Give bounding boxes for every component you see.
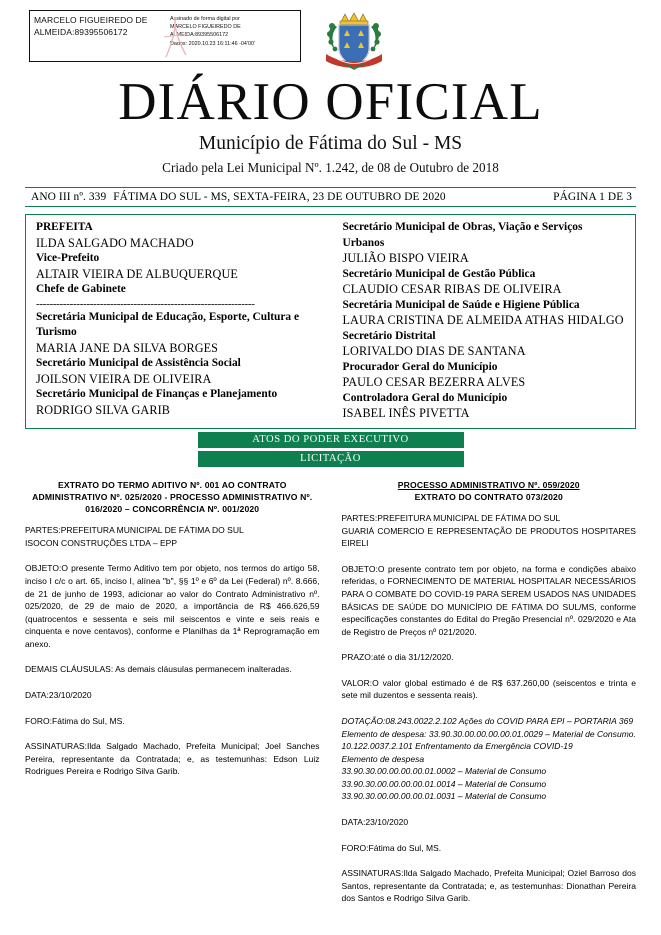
issue-info-bar (25, 187, 636, 207)
left-article-assinaturas: ASSINATURAS:Ilda Salgado Machado, Prefeita Municipal; Joel Sanches Pereira, representante da Contratada; e, as testemunhas: Edson Luiz Rodrigues Pereira e Rodrigo Silva Garib. (25, 741, 320, 777)
issue-number: ANO III nº. 339 (31, 191, 107, 204)
digital-signature-box (29, 10, 301, 62)
masthead-law-reference: Criado pela Lei Municipal Nº. 1.242, de 08 de Outubro de 2018 (162, 160, 499, 176)
right-article-dotacao-6: 33.90.30.00.00.00.00.01.0014 – Material de Consumo (341, 778, 547, 789)
issue-info-left (31, 191, 450, 203)
official-name: LORIVALDO DIAS DE SANTANA (342, 343, 526, 358)
official-name: CLAUDIO CESAR RIBAS DE OLIVEIRA (342, 281, 562, 296)
official-name: ALTAIR VIEIRA DE ALBUQUERQUE (36, 266, 238, 281)
signature-detail-line-2: MARCELO FIGUEIREDO DE (170, 24, 241, 31)
right-article-prazo: PRAZO:até o dia 31/12/2020. (341, 652, 454, 663)
right-article-dotacao-2: Elemento de despesa: 33.90.30.00.00.00.00.01.0029 – Material de Consumo. (341, 728, 636, 739)
right-article-objeto: OBJETO:O presente contrato tem por objeto, na forma e condições abaixo referidas, o FORNECIMENTO DE MATERIAL HOSPITALAR NECESSÁRIOS PARA O COMBATE DO COVID-19 PARA SEREM USADOS NAS UNIDADES BÁSICAS DE SAÚDE DO MUNICÍPIO DE FÁTIMA DO SUL/MS, conforme especificações constantes do Edital do Pregão Presencial nº. 029/2020 e Ata de Registro de Preços nº 021/2020. (341, 563, 636, 637)
left-article-partes-2: ISOCON CONSTRUÇÕES LTDA – EPP (25, 537, 178, 548)
left-article-demais-clausulas: DEMAIS CLÁUSULAS: As demais cláusulas permanecem inalteradas. (25, 664, 292, 675)
right-article-dotacao-1: DOTAÇÃO:08.243.0022.2.102 Ações do COVID PARA EPI – PORTARIA 369 (341, 715, 634, 726)
issue-place-date: FÁTIMA DO SUL - MS, SEXTA-FEIRA, 23 DE OUTUBRO DE 2020 (113, 191, 446, 204)
official-role: Secretário Municipal de Gestão Pública (342, 267, 536, 280)
right-article-assinaturas: ASSINATURAS:Ilda Salgado Machado, Prefeita Municipal; Oziel Barroso dos Santos, representante da Contratada; e, as testemunhas: Dionathan Pereira dos Santos e Rodrigo Silva Garib. (341, 868, 636, 904)
header-top-row (25, 0, 636, 78)
municipal-coat-of-arms-icon (323, 6, 385, 74)
signature-detail-line-4: Dados: 2020.10.23 16:11:46 -04'00' (170, 40, 255, 47)
masthead-subtitle: Município de Fátima do Sul - MS (198, 133, 463, 154)
official-role: Secretário Municipal de Obras, Viação e Serviços Urbanos (342, 221, 583, 249)
article-column-left (25, 479, 320, 905)
left-article-foro: FORO:Fátima do Sul, MS. (25, 715, 125, 726)
official-name: ILDA SALGADO MACHADO (36, 235, 194, 250)
right-article-heading (342, 479, 637, 503)
left-article-heading: EXTRATO DO TERMO ADITIVO Nº. 001 AO CONTRATO ADMINISTRATIVO Nº. 025/2020 - PROCESSO ADMINISTRATIVO Nº. 016/2020 – CONCORRÊNCIA Nº. 001/2020 (32, 479, 313, 515)
right-article-partes-2: GUARIÁ COMERCIO E REPRESENTAÇÃO DE PRODUTOS HOSPITARES EIRELI (341, 525, 636, 549)
official-name: PAULO CESAR BEZERRA ALVES (342, 374, 526, 389)
official-role: Secretário Municipal de Finanças e Planejamento (36, 388, 278, 401)
section-banner-executive-acts: ATOS DO PODER EXECUTIVO (198, 432, 464, 448)
officials-separator: ----------------------------------------------------------------- (36, 297, 255, 310)
signature-name: MARCELO FIGUEIREDO DE ALMEIDA:89395506172 (34, 15, 148, 38)
right-article-valor: VALOR:O valor global estimado é de R$ 637.260,00 (seiscentos e trinta e sete mil duzentos e sessenta reais). (341, 677, 636, 701)
left-article-objeto: OBJETO:O presente Termo Aditivo tem por objeto, nos termos do artigo 58, inciso I c/c o art. 65, inciso I, alínea "b", §§ 1º e 6º da Lei (Federal) nº. 8.666, de 21 de junho de 1993, adicionar ao valor do Contrato Administrativo nº. 025/2020, de 29 de maio de 2020, a importância de R$ 466.626,59 (quatrocentos e sessenta e seis mil seiscentos e vinte e seis reais e cinquenta e nove centavos), conforme e Planilhas da 1ª Reprogramação em anexo. (25, 563, 320, 649)
official-name: JULIÃO BISPO VIEIRA (342, 250, 469, 265)
official-role: Secretário Municipal de Assistência Social (36, 357, 241, 370)
right-article-dotacao-5: 33.90.30.00.00.00.00.01.0002 – Material de Consumo (341, 766, 547, 777)
official-role: Controladora Geral do Município (342, 391, 508, 404)
official-name: MARIA JANE DA SILVA BORGES (36, 340, 219, 355)
page-indicator: PÁGINA 1 DE 3 (553, 191, 632, 204)
official-role: Chefe de Gabinete (36, 283, 126, 296)
official-role: PREFEITA (36, 221, 93, 234)
official-name: JOILSON VIEIRA DE OLIVEIRA (36, 371, 212, 386)
signature-details (164, 11, 300, 61)
officials-column-right (331, 220, 632, 421)
right-article-dotacao-7: 33.90.30.00.00.00.00.01.0031 – Material de Consumo (341, 791, 547, 802)
official-role: Secretária Municipal de Educação, Esporte, Cultura e Turismo (36, 311, 300, 339)
right-article-process-number: PROCESSO ADMINISTRATIVO Nº. 059/2020 (397, 479, 580, 490)
signature-detail-line-1: Assinado de forma digital por (170, 16, 240, 22)
official-role: Secretária Municipal de Saúde e Higiene Pública (342, 298, 580, 311)
right-article-partes-1: PARTES:PREFEITURA MUNICIPAL DE FÁTIMA DO SUL (341, 513, 561, 524)
right-article-dotacao-4: Elemento de despesa (341, 753, 425, 764)
right-article-data: DATA:23/10/2020 (341, 817, 409, 828)
section-banner-bidding: LICITAÇÃO (198, 451, 464, 467)
right-article-contract-extract: EXTRATO DO CONTRATO 073/2020 (414, 491, 563, 502)
official-name: RODRIGO SILVA GARIB (36, 402, 170, 417)
article-column-right (342, 479, 637, 905)
official-name: LAURA CRISTINA DE ALMEIDA ATHAS HIDALGO (342, 312, 624, 327)
article-columns (25, 479, 636, 905)
official-role: Vice-Prefeito (36, 252, 100, 265)
official-name: ISABEL INÊS PIVETTA (342, 405, 470, 420)
signature-detail-line-3: ALMEIDA:89395506172 (170, 32, 229, 39)
masthead (25, 73, 636, 176)
right-article-foro: FORO:Fátima do Sul, MS. (341, 842, 442, 853)
officials-box (25, 214, 636, 428)
official-role: Procurador Geral do Município (342, 360, 498, 373)
right-article-dotacao-3: 10.122.0037.2.101 Enfrentamento da Emergência COVID-19 (341, 741, 573, 752)
official-role: Secretário Distrital (342, 329, 436, 342)
officials-column-left (30, 220, 331, 421)
page-title: DIÁRIO OFICIAL (118, 73, 543, 131)
left-article-partes-1: PARTES:PREFEITURA MUNICIPAL DE FÁTIMA DO SUL (25, 525, 244, 536)
left-article-data: DATA:23/10/2020 (25, 690, 92, 701)
